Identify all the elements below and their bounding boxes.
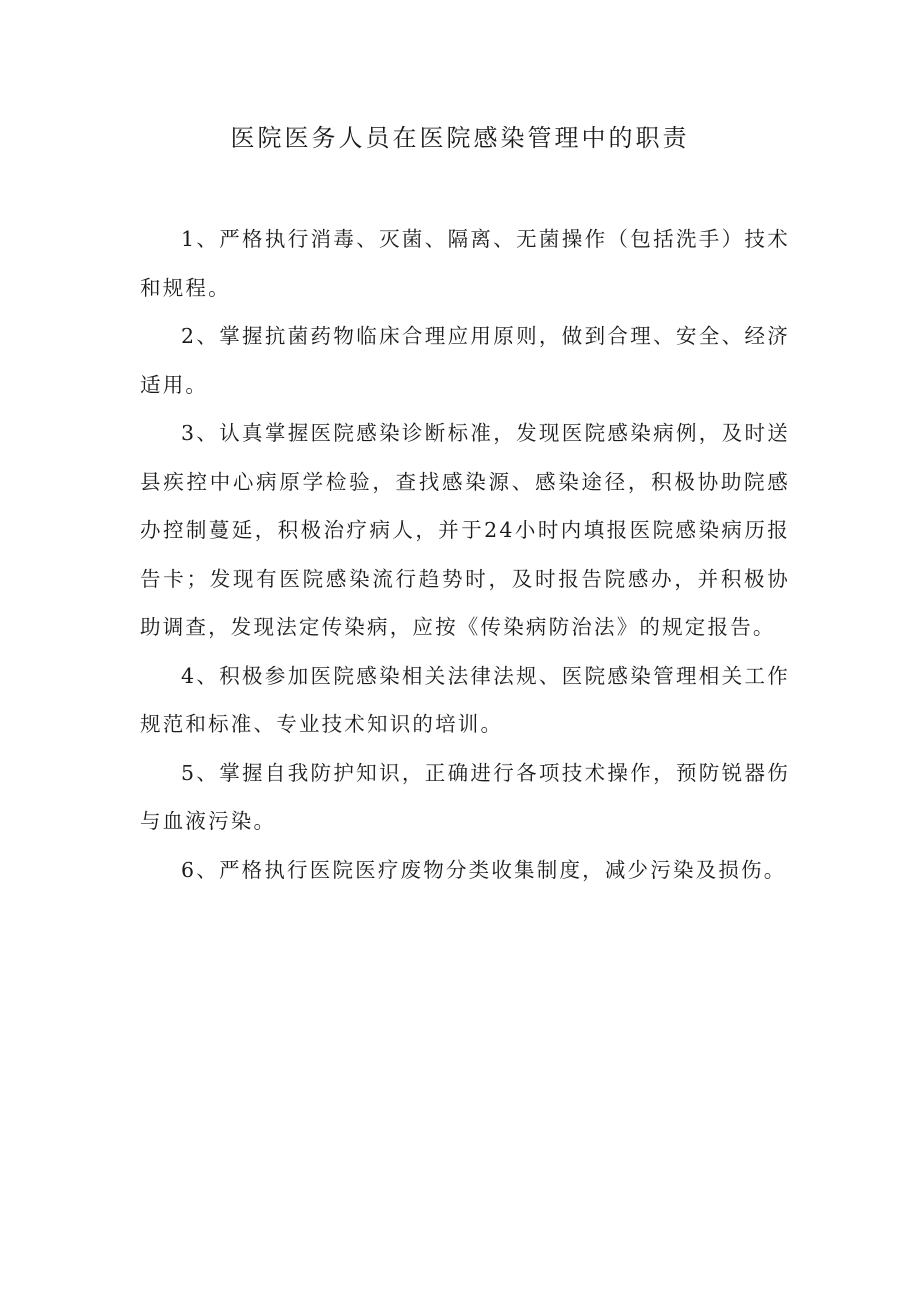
paragraph-3: 3、认真掌握医院感染诊断标准，发现医院感染病例，及时送县疾控中心病原学检验，查找感染源、感染途径，积极协助院感办控制蔓延，积极治疗病人，并于24小时内填报医院感染病历报告卡；发现有医院感染流行趋势时，及时报告院感办，并积极协助调查，发现法定传染病，应按《传染病防治法》的规定报告。 xyxy=(140,421,790,639)
document-title: 医院医务人员在医院感染管理中的职责 xyxy=(230,124,690,152)
document-body xyxy=(140,215,790,894)
paragraph-1: 1、严格执行消毒、灭菌、隔离、无菌操作（包括洗手）技术和规程。 xyxy=(140,227,790,300)
paragraph-5: 5、掌握自我防护知识，正确进行各项技术操作，预防锐器伤与血液污染。 xyxy=(140,760,790,833)
paragraph-6: 6、严格执行医院医疗废物分类收集制度，减少污染及损伤。 xyxy=(181,857,787,882)
paragraph-2: 2、掌握抗菌药物临床合理应用原则，做到合理、安全、经济适用。 xyxy=(140,324,790,397)
paragraph-4: 4、积极参加医院感染相关法律法规、医院感染管理相关工作规范和标准、专业技术知识的培训。 xyxy=(140,663,790,736)
